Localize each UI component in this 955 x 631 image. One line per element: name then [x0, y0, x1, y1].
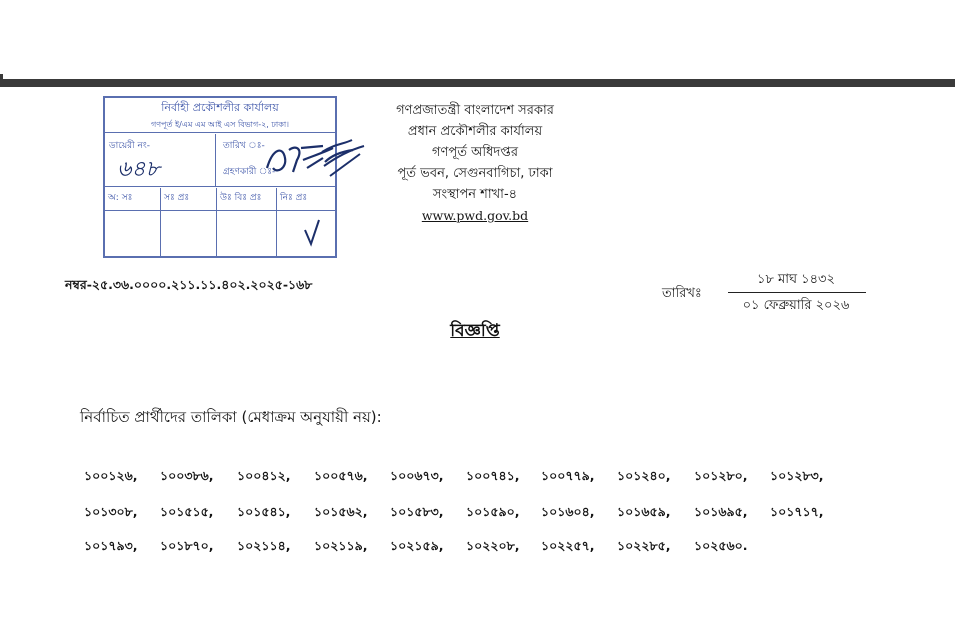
memo-number: নম্বর-২৫.৩৬.০০০০.২১১.১১.৪০২.২০২৫-১৬৮ [65, 277, 313, 292]
top-rule-tick [0, 74, 3, 80]
candidate-roll-number: ১০১৫৬২, [314, 504, 368, 519]
office-header [360, 100, 590, 226]
candidate-roll-number: ১০১২৮০, [694, 468, 748, 483]
candidate-roll-number: ১০০৬৭৩, [390, 468, 444, 483]
date-label: তারিখঃ [662, 286, 702, 301]
stamp-office-name: নির্বাহী প্রকৌশলীর কার্যালয় [161, 101, 279, 114]
date-english: ০১ ফেব্রুয়ারি ২০২৬ [742, 298, 850, 313]
notice-title: বিজ্ঞপ্তি [450, 321, 500, 341]
candidate-roll-number: ১০১৭৯৩, [84, 538, 138, 553]
stamp-cell-4: নিঃ প্রঃ [280, 193, 308, 203]
candidate-roll-number: ১০১৫৯০, [466, 504, 520, 519]
candidate-roll-number: ১০১৬০৪, [541, 504, 595, 519]
candidate-roll-number: ১০১২৪০, [617, 468, 671, 483]
candidate-roll-number: ১০০৪১২, [237, 468, 291, 483]
candidate-roll-number: ১০২১১৯, [314, 538, 368, 553]
candidate-roll-number: ১০২১১৪, [237, 538, 291, 553]
candidate-roll-number: ১০২১৫৯, [390, 538, 444, 553]
candidate-roll-number: ১০১৮৭০, [160, 538, 214, 553]
stamp-date-label: তারিখ ঃ- [223, 141, 265, 151]
candidate-roll-number: ১০১৬৯৫, [694, 504, 748, 519]
candidate-roll-number: ১০২২০৮, [466, 538, 520, 553]
candidate-roll-number: ১০১৫১৫, [160, 504, 214, 519]
candidate-list-title: নির্বাচিত প্রার্থীদের তালিকা (মেধাক্রম অনুযায়ী নয়): [80, 408, 382, 426]
candidate-roll-number: ১০১৫৪১, [237, 504, 291, 519]
date-bangla: ১৮ মাঘ ১৪৩২ [757, 272, 835, 287]
stamp-diary-number: ৬৪৮ [117, 157, 160, 182]
header-govt: গণপ্রজাতন্ত্রী বাংলাদেশ সরকার [396, 103, 554, 118]
stamp-divider [215, 134, 216, 186]
stamp-entry-row [105, 134, 335, 187]
header-address: পূর্ত ভবন, সেগুনবাগিচা, ঢাকা [397, 166, 553, 181]
candidate-roll-number: ১০১৭১৭, [770, 504, 824, 519]
candidate-roll-number: ১০১৬৫৯, [617, 504, 671, 519]
stamp-cell-2: সঃ প্রঃ [161, 188, 217, 256]
header-department: গণপূর্ত অধিদপ্তর [431, 145, 519, 160]
initial-tick-mark [301, 216, 325, 250]
candidate-roll-number: ১০০৭৭৯, [541, 468, 595, 483]
candidate-roll-number: ১০২২৫৭, [541, 538, 595, 553]
candidate-roll-number: ১০২৫৬০. [694, 538, 748, 553]
candidate-roll-number: ১০১৫৮৩, [390, 504, 444, 519]
header-website-link[interactable]: www.pwd.gov.bd [421, 208, 529, 223]
top-rule [0, 79, 955, 87]
date-divider [728, 292, 866, 293]
candidate-roll-number: ১০১২৮৩, [770, 468, 824, 483]
stamp-cell-1: অ: সঃ [105, 188, 161, 256]
stamp-cell-3: উঃ বিঃ প্রঃ [217, 188, 277, 256]
header-section: সংস্থাপন শাখা-৪ [432, 187, 518, 202]
candidate-roll-number: ১০০৭৪১, [466, 468, 520, 483]
candidate-roll-number: ১০১৩০৮, [84, 504, 138, 519]
candidate-roll-number: ১০০৩৮৬, [160, 468, 214, 483]
receipt-stamp [103, 96, 337, 258]
stamp-routing-row [105, 188, 335, 256]
candidate-roll-number: ১০০৫৭৬, [314, 468, 368, 483]
stamp-division-name: গণপূর্ত ই/এম এম আই এস বিভাগ-২, ঢাকা। [105, 118, 335, 133]
header-office: প্রধান প্রকৌশলীর কার্যালয় [407, 124, 543, 139]
candidate-roll-number: ১০০১২৬, [84, 468, 138, 483]
stamp-receiver-label: গ্রহণকারী ঃ- [223, 167, 276, 177]
stamp-diary-label: ডায়েরী নং- [109, 141, 151, 151]
candidate-roll-number: ১০২২৮৫, [617, 538, 671, 553]
